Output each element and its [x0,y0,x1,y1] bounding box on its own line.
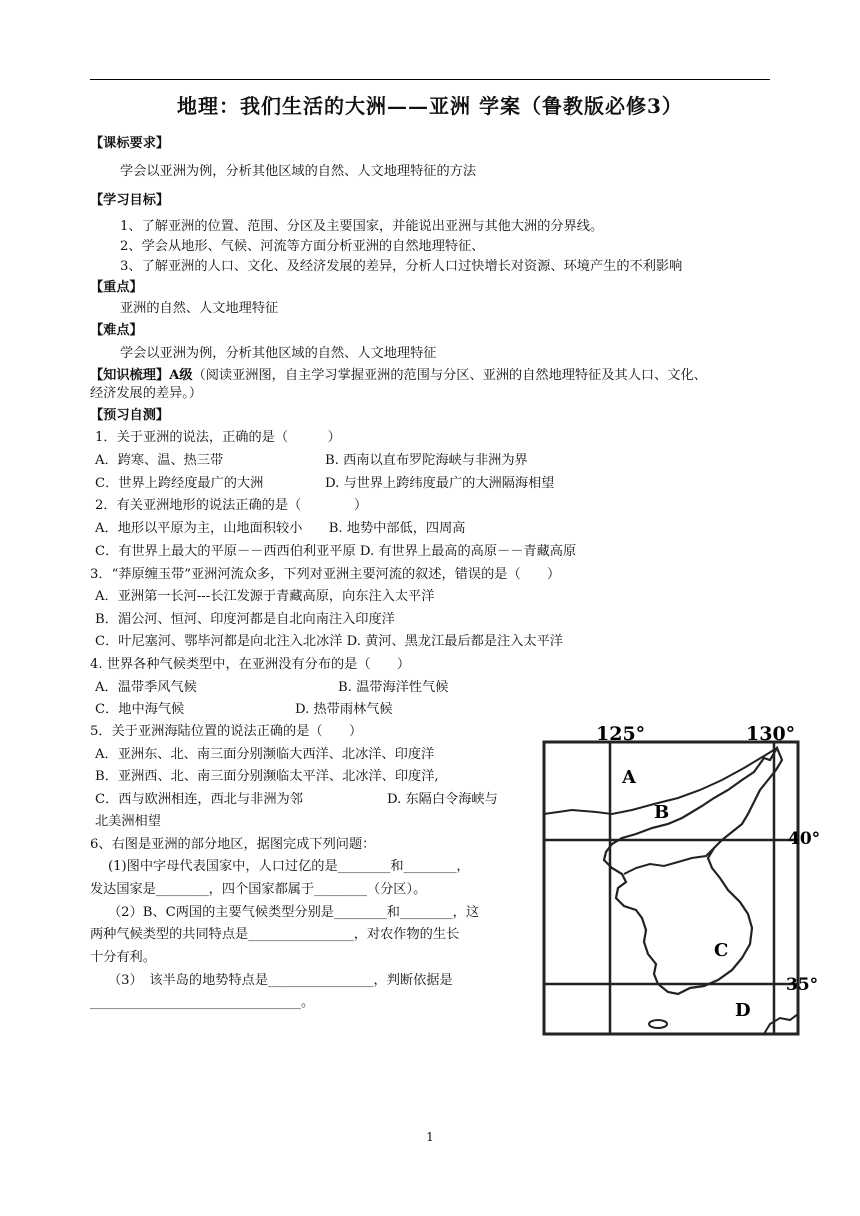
q6-part-1-line-1: (1)图中字母代表国家中，人口过亿的是________和________， [108,859,470,874]
japan-coast [764,1014,798,1034]
question-2: 2．有关亚洲地形的说法正确的是（ ） [95,498,368,513]
q4-option-a: A．温带季风气候 [95,680,197,695]
shuli-line-2: 经济发展的差异。） [90,386,203,401]
q4-option-b: B. 温带海洋性气候 [338,680,449,695]
q4-option-c: C．地中海气候 [95,702,185,717]
q5-option-b: B．亚洲西、北、南三面分别濒临太平洋、北冰洋、印度洋, [95,769,439,784]
q5-option-c: C．西与欧洲相连，西北与非洲为邻 [95,792,303,807]
kebiao-text: 学会以亚洲为例，分析其他区域的自然、人文地理特征的方法 [120,164,477,179]
inter-korean-border [624,848,714,874]
page-title: 地理：我们生活的大洲——亚洲 学案（鲁教版必修3） [177,94,683,118]
shuli-heading: 【知识梳理】A级 [90,368,193,383]
q5-option-d-cont: 北美洲相望 [95,814,161,829]
zhongdian-heading: 【重点】 [90,280,143,295]
zhongdian-text: 亚洲的自然、人文地理特征 [120,301,279,316]
q2-options-ab: A．地形以平原为主，山地面积较小 B. 地势中部低，四周高 [95,521,466,536]
map-frame [544,742,798,1034]
question-5: 5．关于亚洲海陆位置的说法正确的是（ ） [90,724,363,739]
q3-options-cd: C．叶尼塞河、鄂毕河都是向北注入北冰洋 D. 黄河、黑龙江最后都是注入太平洋 [95,634,563,649]
kebiao-heading: 【课标要求】 [90,136,170,151]
question-6: 6、右图是亚洲的部分地区，据图完成下列问题： [90,837,376,852]
lon-130-label: 130° [746,723,796,745]
q6-part-3-line-1: （3） 该半岛的地势特点是________________，判断依据是 [108,973,453,988]
question-1: 1．关于亚洲的说法，正确的是（ ） [95,430,341,445]
mubiao-item: 1、了解亚洲的位置、范围、分区及主要国家，并能说出亚洲与其他大洲的分界线。 [120,219,604,234]
shuli-line-1 [90,367,707,385]
q1-option-d: D. 与世界上跨纬度最广的大洲隔海相望 [325,476,555,491]
header-rule [90,79,770,80]
zice-heading: 【预习自测】 [90,408,170,423]
q5-option-a: A．亚洲东、北、南三面分别濒临大西洋、北冰洋、印度洋 [95,747,435,762]
mubiao-item: 2、学会从地形、气候、河流等方面分析亚洲的自然地理特征、 [120,239,485,254]
lat-40-label: 40° [788,829,821,849]
mubiao-item: 3、了解亚洲的人口、文化、及经济发展的差异，分析人口过快增长对资源、环境产生的不利影响 [120,259,683,274]
map-label-d: D [735,1000,751,1021]
nandian-heading: 【难点】 [90,323,143,338]
q5-option-d: D. 东隔白令海峡与 [387,792,498,807]
q6-part-3-line-2: ________________________________。 [90,995,315,1010]
map-label-a: A [622,767,636,788]
question-4: 4. 世界各种气候类型中，在亚洲没有分布的是（ ） [90,657,411,672]
q3-option-a: A．亚洲第一长河---长江发源于青藏高原，向东注入太平洋 [95,589,435,604]
map-label-c: C [714,940,729,961]
map-label-b: B [654,802,670,823]
jeju-island [649,1020,667,1028]
lon-125-label: 125° [596,723,646,745]
question-3: 3．“莽原缠玉带”亚洲河流众多，下列对亚洲主要河流的叙述，错误的是（ ） [90,567,561,582]
q4-option-d: D. 热带雨林气候 [295,702,393,717]
q6-part-2-line-3: 十分有利。 [90,950,156,965]
q6-part-2-line-1: （2）B、C两国的主要气候类型分别是________和________，这 [108,905,480,920]
q6-part-1-line-2: 发达国家是________，四个国家都属于________（分区）。 [90,882,427,897]
q1-option-b: B. 西南以直布罗陀海峡与非洲为界 [325,453,528,468]
q2-options-cd: C．有世界上最大的平原－－西西伯利亚平原 D. 有世界上最高的高原－－青藏高原 [95,544,577,559]
q3-option-b: B．湄公河、恒河、印度河都是自北向南注入印度洋 [95,612,395,627]
lat-35-label: 35° [786,975,819,995]
page-number: 1 [426,1130,434,1144]
q6-part-2-line-2: 两种气候类型的共同特点是________________，对农作物的生长 [90,927,460,942]
korea-peninsula-map [532,718,830,1048]
nandian-text: 学会以亚洲为例，分析其他区域的自然、人文地理特征 [120,346,437,361]
shuli-text: （阅读亚洲图，自主学习掌握亚洲的范围与分区、亚洲的自然地理特征及其人口、文化、 [192,368,707,383]
q1-option-c: C．世界上跨经度最广的大洲 [95,476,264,491]
q1-option-a: A．跨寒、温、热三带 [95,453,224,468]
mubiao-heading: 【学习目标】 [90,193,170,208]
